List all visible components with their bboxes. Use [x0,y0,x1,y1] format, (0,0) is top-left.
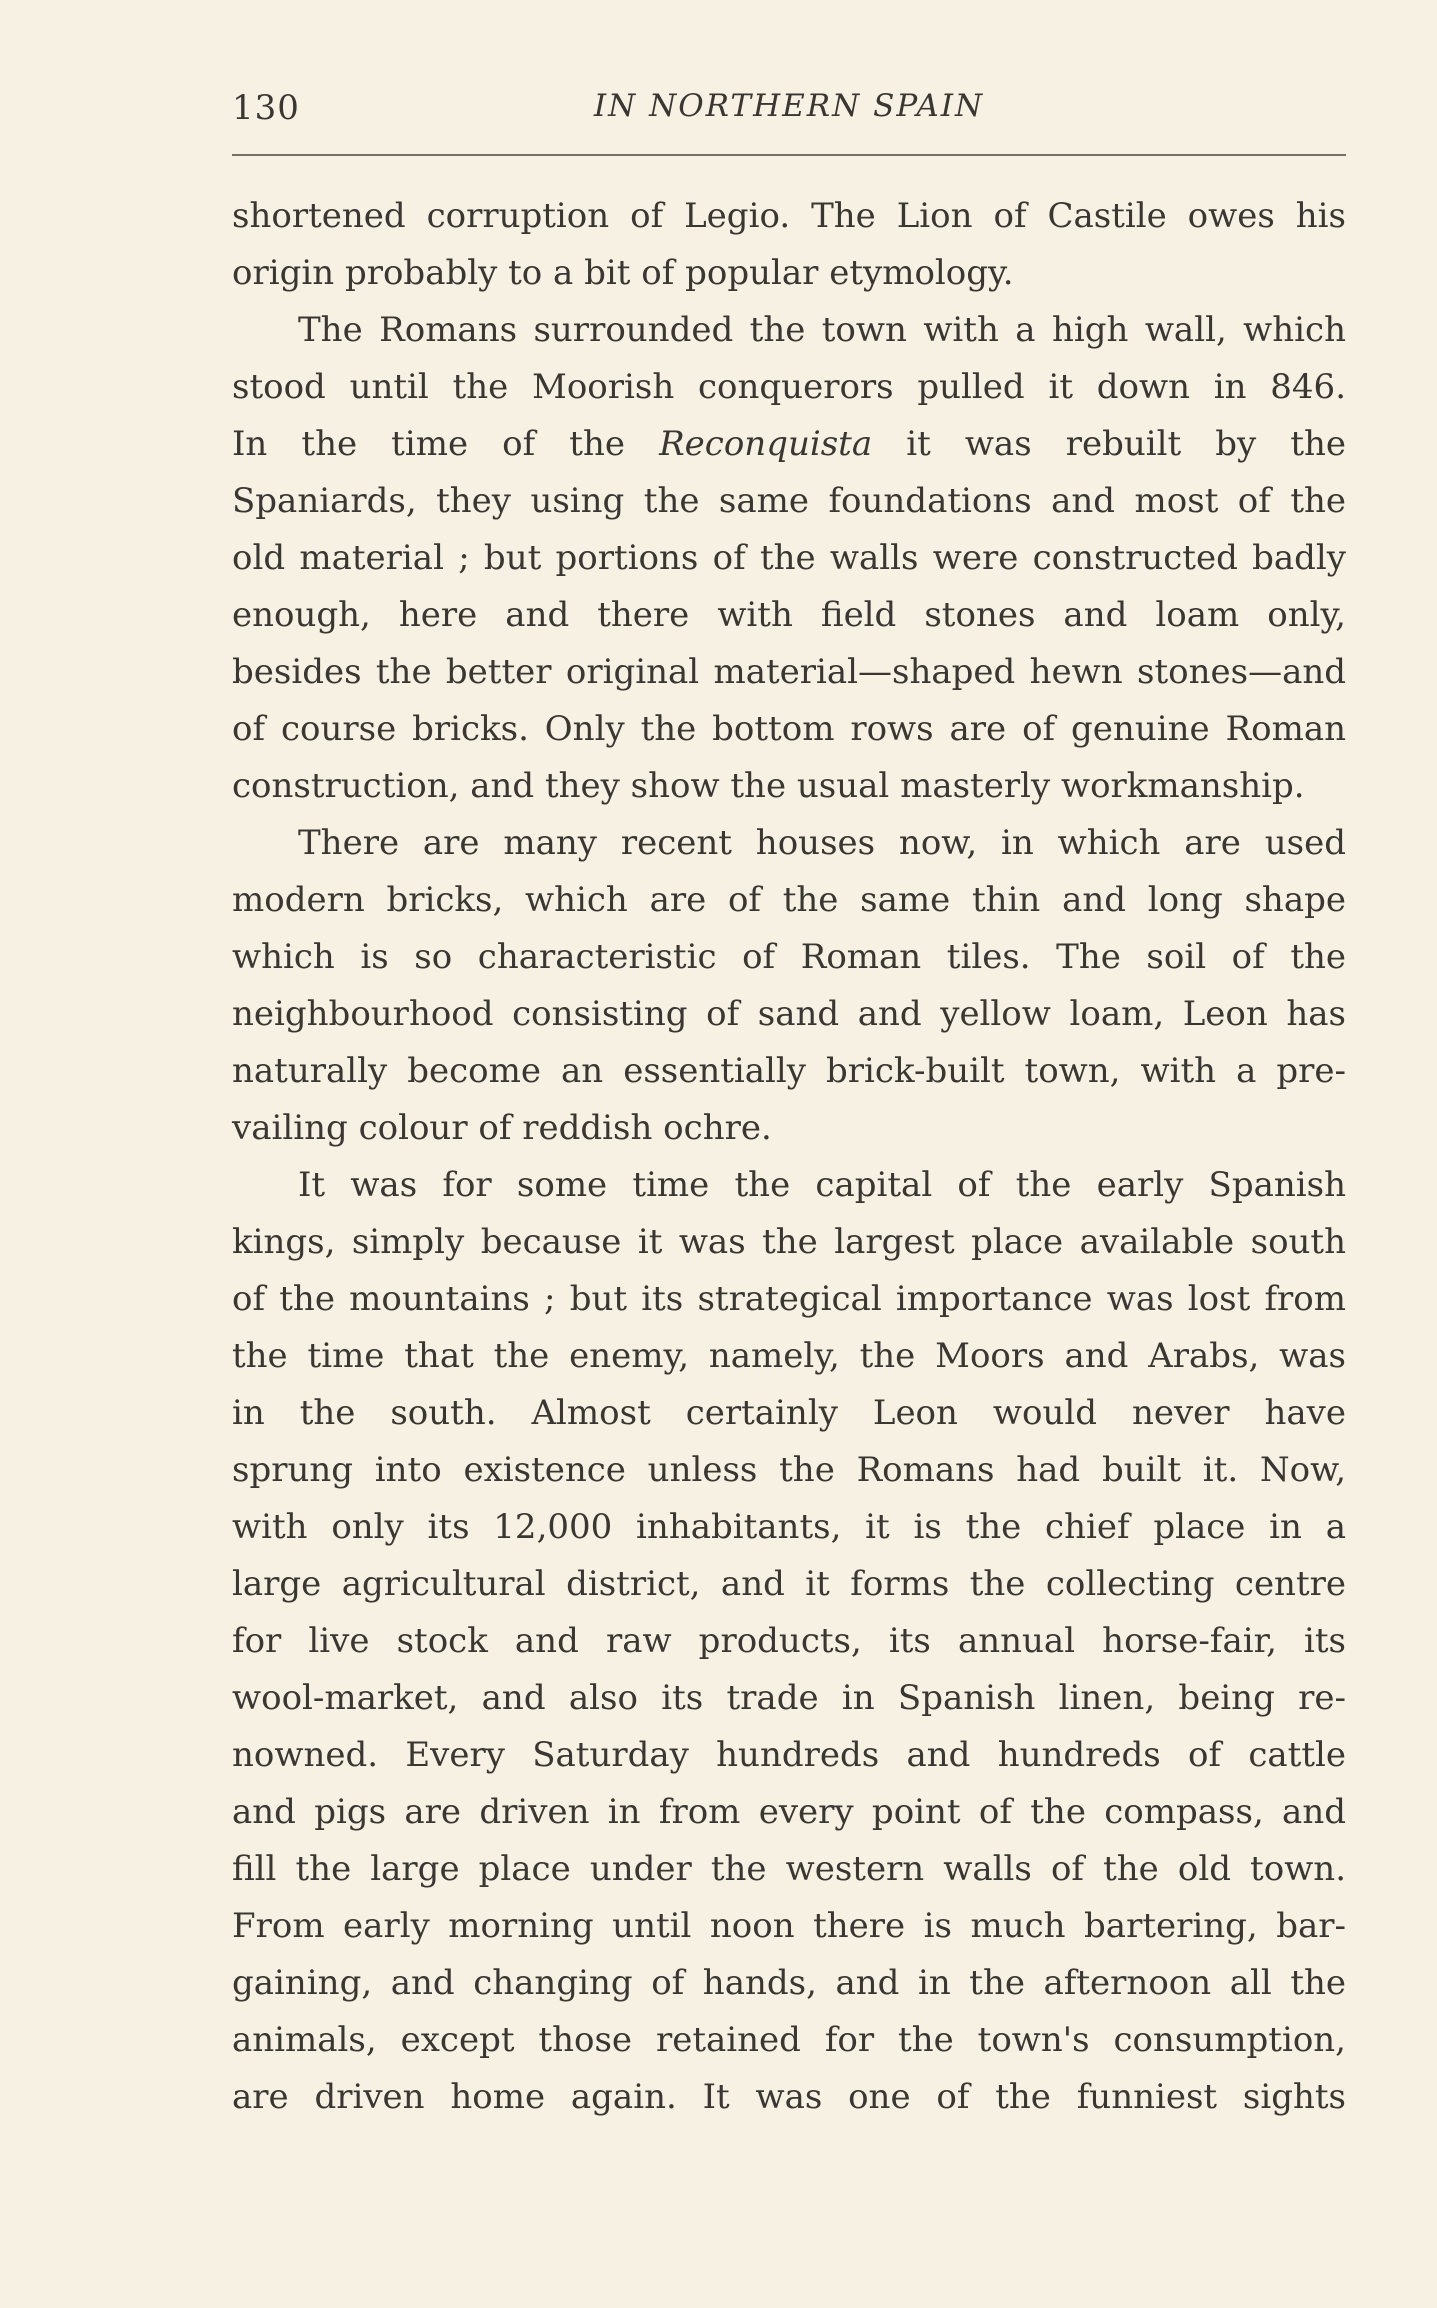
text-line [232,416,1346,473]
text-line: The Romans surrounded the town with a high wall, which [298,310,1346,350]
text-line: of the mountains ; but its strategical importance was lost from [232,1279,1346,1319]
text-line: old material ; but portions of the walls were constructed badly [232,538,1346,578]
page-number: 130 [232,88,300,128]
text-line: stood until the Moorish conquerors pulled it down in 846. [232,367,1346,407]
text-line: enough, here and there with field stones and loam only, [232,595,1346,635]
text-line: sprung into existence unless the Romans had built it. Now, [232,1450,1346,1490]
text-line: Spaniards, they using the same foundations and most of the [232,481,1346,521]
text-segment: it was rebuilt by the [872,424,1346,464]
text-line: and pigs are driven in from every point of the compass, and [232,1792,1346,1832]
text-line: which is so characteristic of Roman tiles. The soil of the [232,937,1346,977]
text-line: the time that the enemy, namely, the Moors and Arabs, was [232,1336,1346,1376]
text-line: animals, except those retained for the town's consumption, [232,2020,1346,2060]
body-text [232,188,1346,2126]
text-line: construction, and they show the usual masterly workmanship. [232,766,1305,806]
text-line: with only its 12,000 inhabitants, it is the chief place in a [232,1507,1346,1547]
text-line: nowned. Every Saturday hundreds and hundreds of cattle [232,1735,1346,1775]
text-line: wool-market, and also its trade in Spanish linen, being re- [232,1678,1346,1718]
text-line: origin probably to a bit of popular etymology. [232,253,1014,293]
italic-term: Reconquista [659,424,873,464]
text-line: From early morning until noon there is much bartering, bar- [232,1906,1346,1946]
running-title: IN NORTHERN SPAIN [593,88,985,124]
text-line: naturally become an essentially brick-built town, with a pre- [232,1051,1346,1091]
text-line: gaining, and changing of hands, and in the afternoon all the [232,1963,1346,2003]
page-header [232,88,1346,138]
text-line: fill the large place under the western walls of the old town. [232,1849,1346,1889]
header-rule [232,154,1346,156]
text-line: of course bricks. Only the bottom rows are of genuine Roman [232,709,1346,749]
text-line: It was for some time the capital of the early Spanish [298,1165,1346,1205]
text-line: shortened corruption of Legio. The Lion of Castile owes his [232,196,1346,236]
text-line: for live stock and raw products, its annual horse-fair, its [232,1621,1346,1661]
text-line: There are many recent houses now, in which are used [298,823,1346,863]
text-line: besides the better original material—shaped hewn stones—and [232,652,1346,692]
text-line: are driven home again. It was one of the funniest sights [232,2077,1346,2117]
text-line: large agricultural district, and it forms the collecting centre [232,1564,1346,1604]
text-line: modern bricks, which are of the same thin and long shape [232,880,1346,920]
text-line: kings, simply because it was the largest place available south [232,1222,1346,1262]
text-segment: In the time of the [232,424,660,464]
text-line: neighbourhood consisting of sand and yellow loam, Leon has [232,994,1346,1034]
text-line: vailing colour of reddish ochre. [232,1108,772,1148]
text-line: in the south. Almost certainly Leon would never have [232,1393,1346,1433]
